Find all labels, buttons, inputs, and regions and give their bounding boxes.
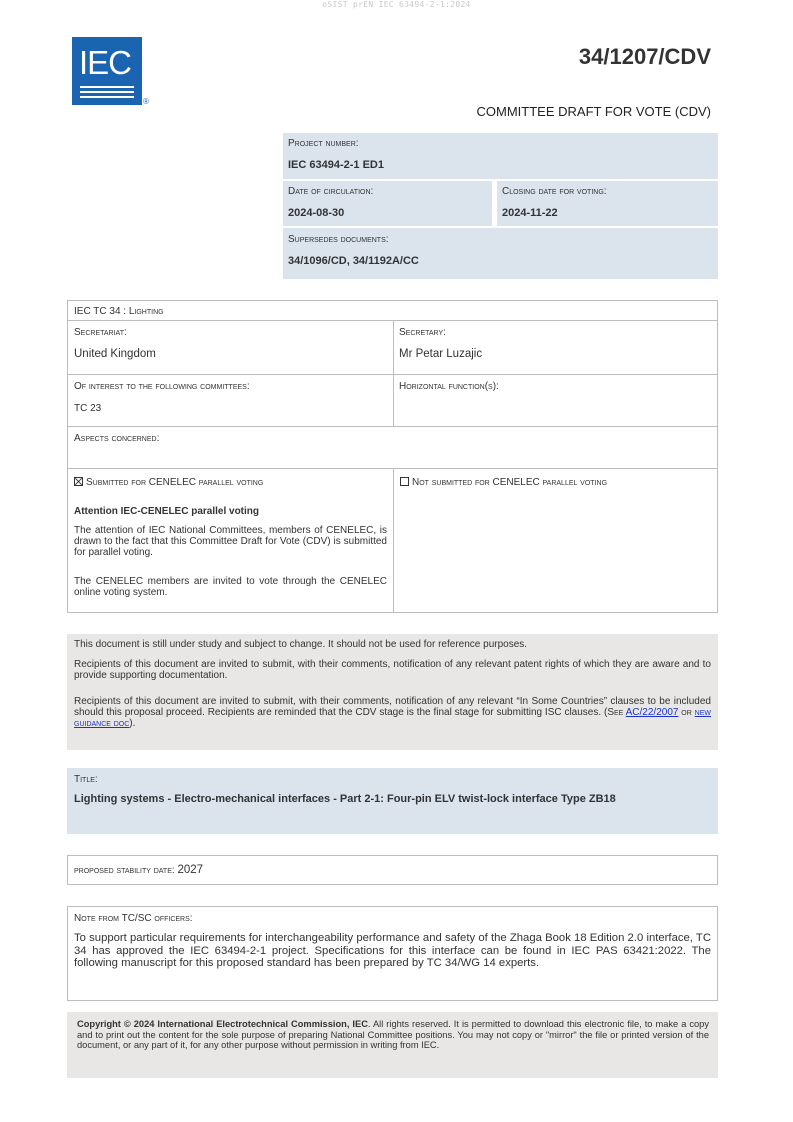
supersedes-label: Supersedes documents: [288, 234, 389, 245]
logo-line [80, 91, 134, 93]
title-block [67, 768, 718, 834]
horizontal-function-cell [393, 374, 718, 427]
new-guidance-doc-link[interactable]: new guidance doc [74, 707, 711, 729]
logo-registered-mark: ® [143, 97, 149, 106]
officers-note-box [67, 906, 718, 1001]
cenelec-not-submitted-cell [393, 468, 718, 613]
interest-label: Of interest to the following committees: [74, 381, 250, 392]
secretariat-label: Secretariat: [74, 327, 127, 338]
title-label: Title: [74, 774, 98, 785]
stability-date: proposed stability date: 2027 [74, 864, 204, 876]
document-type: COMMITTEE DRAFT FOR VOTE (CDV) [476, 104, 711, 119]
copyright-text: Copyright © 2024 International Electrotechnical Commission, IEC. All rights reserved. It is permitted to download this electronic file, to make a copy and to print out the content for the sole purpose of preparing National Committee positions. You may not copy or "mirror" the file or printed version of the document, or any part of it, for any other purpose without permission in writing from IEC. [77, 1019, 709, 1050]
secretariat-value: United Kingdom [74, 348, 156, 360]
copyright-block [67, 1012, 718, 1078]
project-number-label: Project number: [288, 138, 359, 149]
attention-paragraph-1: The attention of IEC National Committees, members of CENELEC, is drawn to the fact that this Committee Draft for Vote (CDV) is submitted for parallel voting. [74, 525, 387, 558]
logo-line [80, 86, 134, 88]
closing-date-cell [497, 181, 718, 226]
iec-logo [72, 37, 142, 105]
aspects-label: Aspects concerned: [74, 433, 160, 444]
officers-note-text: To support particular requirements for interchangeability performance and safety of the Zhaga Book 18 Edition 2.0 interface, TC 34 has approved the IEC 63494-2-1 project. Specifications for this interface can be found in IEC PAS 63421:2022. The following manuscript for this proposed standard has been prepared by TC 34/WG 14 experts. [74, 932, 711, 969]
logo-line [80, 96, 134, 98]
interest-value: TC 23 [74, 403, 102, 414]
closing-date-value: 2024-11-22 [502, 207, 558, 219]
secretary-value: Mr Petar Luzajic [399, 348, 483, 360]
secretariat-cell [67, 320, 394, 375]
checked-box-icon[interactable] [74, 477, 83, 486]
tc-label: IEC TC 34 : Lighting [74, 306, 164, 317]
ac-22-2007-link[interactable]: AC/22/2007 [625, 707, 679, 718]
notice-paragraph-1: This document is still under study and subject to change. It should not be used for reference purposes. [74, 639, 528, 650]
closing-date-label: Closing date for voting: [502, 186, 607, 197]
officers-note-label: Note from TC/SC officers: [74, 913, 193, 924]
attention-paragraph-2: The CENELEC members are invited to vote through the CENELEC online voting system. [74, 576, 387, 598]
document-number: 34/1207/CDV [578, 44, 711, 69]
interest-cell [67, 374, 394, 427]
tc-row [67, 300, 718, 321]
attention-title: Attention IEC-CENELEC parallel voting [74, 506, 260, 517]
submitted-option[interactable] [74, 477, 263, 488]
circulation-date-value: 2024-08-30 [288, 207, 345, 219]
aspects-cell [67, 426, 718, 469]
unchecked-box-icon[interactable] [400, 477, 409, 486]
project-number-value: IEC 63494-2-1 ED1 [288, 159, 384, 171]
notice-paragraph-3: Recipients of this document are invited to submit, with their comments, notification of any relevant “In Some Countries” clauses to be included should this proposal proceed. Recipients are reminded that the CDV stage is the final stage for submitting ISC clauses. (See AC/22/2007 or new guidance doc). [74, 696, 711, 729]
logo-text: IEC [79, 44, 132, 81]
project-number-cell [283, 133, 718, 179]
submitted-label: Submitted for CENELEC parallel voting [86, 477, 264, 488]
circulation-date-label: Date of circulation: [288, 186, 374, 197]
not-submitted-label: Not submitted for CENELEC parallel voting [412, 477, 608, 488]
document-title: Lighting systems - Electro-mechanical interfaces - Part 2-1: Four-pin ELV twist-lock interface Type ZB18 [74, 793, 616, 805]
stability-date-row [67, 855, 718, 885]
circulation-date-cell [283, 181, 492, 226]
secretary-label: Secretary: [399, 327, 446, 338]
watermark-header: oSIST prEN IEC 63494-2-1:2024 [322, 0, 471, 9]
secretary-cell [393, 320, 718, 375]
supersedes-value: 34/1096/CD, 34/1192A/CC [288, 255, 419, 267]
not-submitted-option[interactable] [400, 477, 607, 488]
notice-paragraph-2: Recipients of this document are invited to submit, with their comments, notification of any relevant patent rights of which they are aware and to provide supporting documentation. [74, 659, 711, 681]
horizontal-function-label: Horizontal function(s): [399, 381, 499, 392]
cenelec-submitted-cell [67, 468, 394, 613]
notice-block [67, 634, 718, 750]
supersedes-cell [283, 228, 718, 279]
